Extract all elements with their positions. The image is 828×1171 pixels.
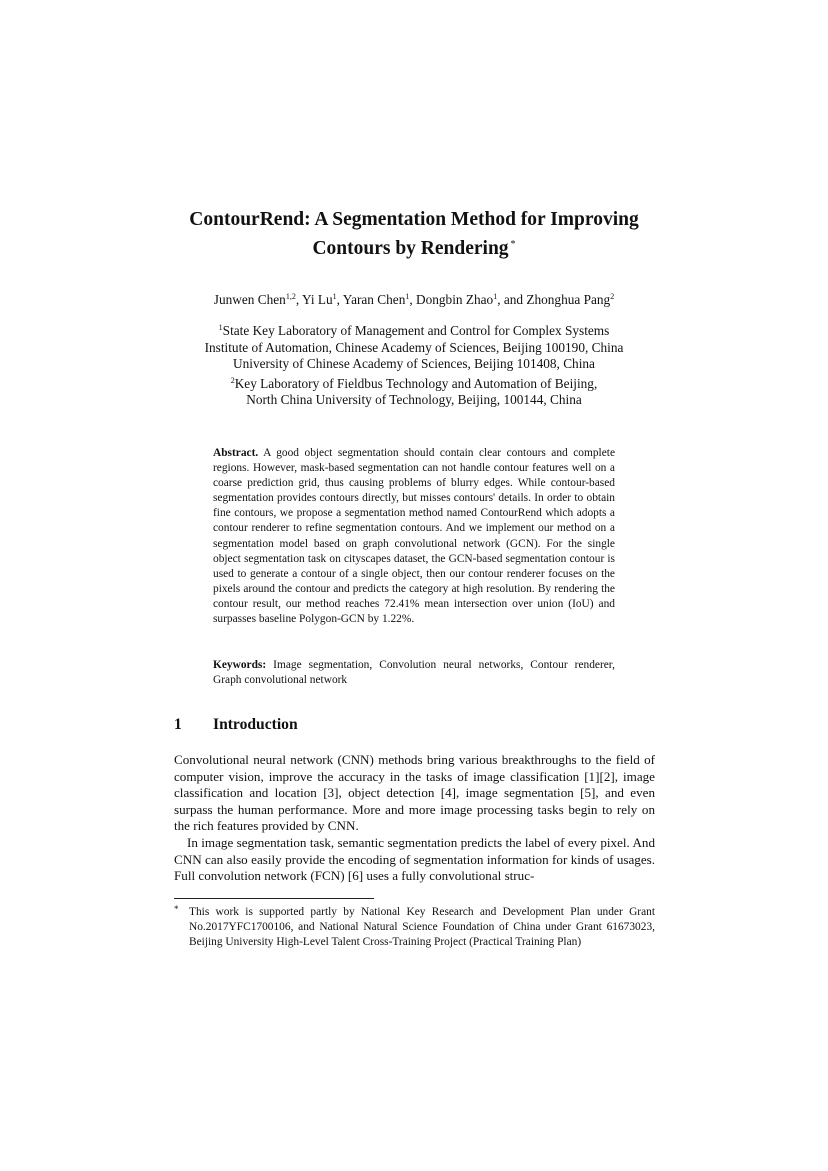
section-heading bbox=[174, 716, 298, 734]
footnote bbox=[174, 905, 655, 950]
affiliation-1-sup: 1 bbox=[218, 323, 223, 332]
affiliation-1-line-2: Institute of Automation, Chinese Academy of Sciences, Beijing 100190, China bbox=[204, 339, 624, 355]
paper-title bbox=[150, 207, 678, 261]
author-list bbox=[110, 289, 718, 308]
affiliation-2-line-1-text: Key Laboratory of Fieldbus Technology and Automation of Beijing, bbox=[234, 375, 598, 391]
author-separator: , bbox=[295, 292, 302, 307]
author-separator: , bbox=[336, 292, 343, 307]
title-footnote-mark: * bbox=[510, 239, 516, 250]
author-affil-sup: 1 bbox=[405, 292, 410, 301]
affiliation-1-line-3: University of Chinese Academy of Sciences, Beijing 101408, China bbox=[233, 356, 595, 371]
body-text bbox=[174, 752, 655, 885]
author-name: Zhonghua Pang bbox=[526, 292, 611, 307]
author-name: Yi Lu bbox=[301, 292, 333, 307]
author-name: Yaran Chen bbox=[342, 292, 406, 307]
footnote-text: This work is supported partly by National Key Research and Development Plan under Grant No.2017YFC1700106, and National Natural Science Foundation of China under Grant 61673023, Beijing University High-Level Talent Cross-Training Project (Practical Training Plan) bbox=[189, 906, 655, 949]
footnote-mark: * bbox=[174, 904, 179, 914]
keywords bbox=[213, 658, 615, 688]
affiliations bbox=[110, 320, 718, 409]
section-title: Introduction bbox=[213, 716, 298, 733]
abstract bbox=[213, 446, 615, 627]
body-paragraph-1: Convolutional neural network (CNN) methods bring various breakthroughs to the field of computer vision, improve the accuracy in the tasks of image classification [1][2], image classification and location [3], object detection [4], image segmentation [5], and even surpass the human performance. More and more image processing tasks begin to rely on the rich features provided by CNN. bbox=[174, 752, 655, 834]
abstract-label: Abstract. bbox=[213, 447, 259, 459]
title-line-2-text: Contours by Rendering bbox=[312, 238, 509, 259]
body-paragraph-2: In image segmentation task, semantic segmentation predicts the label of every pixel. And CNN can also easily provide the encoding of segmentation information for kinds of usages. Full convolution network (FCN) [6] uses a fully convolutional struc- bbox=[174, 834, 655, 884]
abstract-text: A good object segmentation should contain clear contours and complete regions. However, mask-based segmentation can not handle contour features well on a coarse prediction grid, thus causing problems of blurry edges. While contour-based segmentation provides contours directly, but misses contours' details. In order to obtain fine contours, we propose a segmentation method named ContourRend which adopts a contour renderer to refine segmentation contours. And we implement our method on a segmentation model based on graph convolutional network (GCN). For the single object segmentation task on cityscapes dataset, the GCN-based segmentation contour is used to generate a contour of a single object, then our contour renderer focuses on the pixels around the contour and predicts the category at high resolution. By rendering the contour result, our method reaches 72.41% mean intersection over union (IoU) and surpasses baseline Polygon-GCN by 1.22%. bbox=[213, 447, 616, 626]
author-separator: , and bbox=[497, 292, 527, 307]
keywords-label: Keywords: bbox=[213, 659, 267, 671]
author-name: Junwen Chen bbox=[213, 292, 286, 307]
author-separator: , bbox=[409, 292, 416, 307]
footnote-rule bbox=[174, 898, 374, 899]
author-name: Dongbin Zhao bbox=[416, 292, 494, 307]
section-number: 1 bbox=[174, 716, 182, 733]
author-affil-sup: 1,2 bbox=[285, 292, 296, 301]
affiliation-2-sup: 2 bbox=[230, 375, 235, 385]
affiliation-1-line-1-text: State Key Laboratory of Management and Control for Complex Systems bbox=[222, 323, 610, 338]
author-affil-sup: 1 bbox=[332, 292, 337, 301]
affiliation-2-line-1 bbox=[110, 373, 718, 393]
title-line-1: ContourRend: A Segmentation Method for Improving bbox=[189, 209, 639, 230]
affiliation-1-line-1 bbox=[110, 320, 718, 340]
keywords-text: Image segmentation, Convolution neural networks, Contour renderer, Graph convolutional network bbox=[213, 659, 615, 687]
author-affil-sup: 1 bbox=[493, 292, 498, 301]
title-line-2 bbox=[150, 232, 678, 261]
author-affil-sup: 2 bbox=[610, 292, 615, 301]
affiliation-2-line-2: North China University of Technology, Beijing, 100144, China bbox=[246, 392, 582, 407]
